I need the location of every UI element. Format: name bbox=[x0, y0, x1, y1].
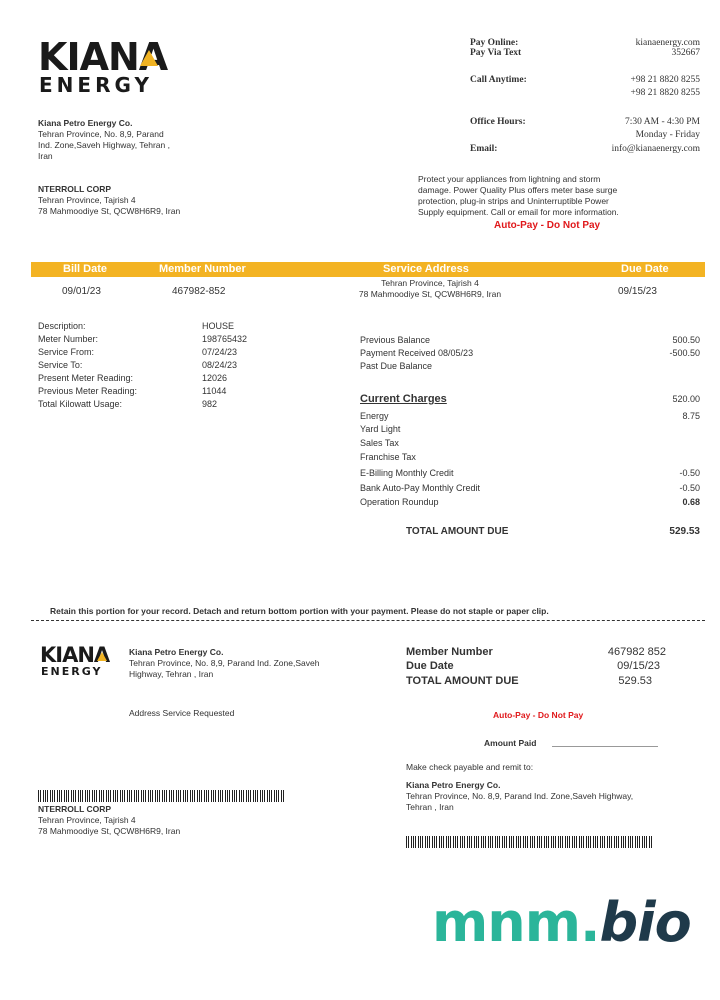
stub-company-addr: Tehran Province, No. 8,9, Parand Ind. Zone,Saveh bbox=[129, 658, 320, 668]
detail-value: 11044 bbox=[202, 386, 227, 396]
charge-label: Bank Auto-Pay Monthly Credit bbox=[360, 483, 481, 493]
charge-value: 0.68 bbox=[682, 497, 700, 507]
balance-value: 500.50 bbox=[672, 335, 700, 345]
amount-paid-label: Amount Paid bbox=[484, 738, 537, 748]
detail-label: Total Kilowatt Usage: bbox=[38, 399, 123, 409]
call-label: Call Anytime: bbox=[470, 75, 527, 85]
customer-name: NTERROLL CORP bbox=[38, 184, 112, 194]
remit-address bbox=[406, 780, 706, 813]
watermark bbox=[432, 891, 691, 954]
remit-barcode bbox=[406, 836, 652, 848]
remit-addr-line: Tehran , Iran bbox=[406, 802, 454, 812]
charge-label: Energy bbox=[360, 411, 389, 421]
detail-label: Service To: bbox=[38, 360, 83, 370]
stub-logo-triangle-icon bbox=[97, 652, 107, 661]
watermark-part2: bio bbox=[599, 891, 691, 954]
stub-customer-addr: 78 Mahmoodiye St, QCW8H6R9, Iran bbox=[38, 826, 181, 836]
company-addr-line: Tehran Province, No. 8,9, Parand bbox=[38, 129, 164, 139]
promo-text bbox=[418, 174, 708, 231]
customer-addr-line: 78 Mahmoodiye St, QCW8H6R9, Iran bbox=[38, 206, 181, 216]
bill-date-header: Bill Date bbox=[63, 263, 108, 275]
company-name: Kiana Petro Energy Co. bbox=[38, 118, 133, 128]
logo-bottom-text: ENERGY bbox=[39, 73, 153, 97]
balance-label: Payment Received 08/05/23 bbox=[360, 348, 474, 358]
detail-value: 198765432 bbox=[202, 334, 248, 344]
charges-section bbox=[360, 334, 700, 544]
call-value: +98 21 8820 8255 bbox=[630, 88, 700, 98]
office-hours-label: Office Hours: bbox=[470, 117, 526, 127]
amount-paid-field[interactable] bbox=[552, 746, 658, 747]
detail-label: Description: bbox=[38, 321, 86, 331]
office-hours-value: 7:30 AM - 4:30 PM bbox=[625, 117, 700, 127]
email-label: Email: bbox=[470, 144, 498, 154]
company-addr-line: Iran bbox=[38, 151, 53, 161]
customer-addr-line: Tehran Province, Tajrish 4 bbox=[38, 195, 136, 205]
service-addr-line: Tehran Province, Tajrish 4 bbox=[381, 278, 479, 288]
company-logo bbox=[38, 35, 178, 98]
member-number-header: Member Number bbox=[159, 263, 246, 275]
pay-online-link[interactable]: kianaenergy.com bbox=[635, 38, 700, 48]
logo-triangle-icon bbox=[140, 50, 158, 66]
balance-value: -500.50 bbox=[669, 348, 700, 358]
office-days-value: Monday - Friday bbox=[635, 130, 700, 140]
stub-member-value: 467982 852 bbox=[607, 646, 666, 658]
balance-label: Previous Balance bbox=[360, 335, 431, 345]
service-address-header: Service Address bbox=[383, 263, 469, 275]
address-service-requested: Address Service Requested bbox=[129, 708, 235, 718]
charge-label: Yard Light bbox=[360, 424, 401, 434]
detail-label: Meter Number: bbox=[38, 334, 99, 344]
due-date-header: Due Date bbox=[621, 263, 669, 275]
company-addr-line: Ind. Zone,Saveh Highway, Tehran , bbox=[38, 140, 170, 150]
pay-online-label: Pay Online: bbox=[470, 38, 519, 48]
stub-member-label: Member Number bbox=[406, 646, 493, 658]
charge-label: Sales Tax bbox=[360, 438, 399, 448]
balance-label: Past Due Balance bbox=[360, 361, 433, 371]
promo-line: Supply equipment. Call or email for more information. bbox=[418, 207, 619, 217]
promo-line: protection, plug-in strips and Uninterruptible Power bbox=[418, 196, 609, 206]
pay-text-value: 352667 bbox=[671, 48, 700, 58]
summary-header-bar bbox=[31, 262, 705, 277]
detail-value: 07/24/23 bbox=[202, 347, 238, 357]
stub-due-value: 09/15/23 bbox=[617, 660, 660, 672]
detail-value: 08/24/23 bbox=[202, 360, 238, 370]
charge-label: Operation Roundup bbox=[360, 497, 439, 507]
stub-company-addr: Highway, Tehran , Iran bbox=[129, 669, 214, 679]
charge-value: 8.75 bbox=[682, 411, 700, 421]
detach-line bbox=[31, 620, 705, 621]
charge-value: -0.50 bbox=[679, 483, 700, 493]
charge-value: -0.50 bbox=[679, 468, 700, 478]
service-addr-line: 78 Mahmoodiye St, QCW8H6R9, Iran bbox=[358, 289, 502, 299]
remit-addr-line: Tehran Province, No. 8,9, Parand Ind. Zone,Saveh Highway, bbox=[406, 791, 634, 801]
stub-customer-address bbox=[38, 804, 278, 837]
stub-due-label: Due Date bbox=[406, 660, 454, 672]
stub-customer-addr: Tehran Province, Tajrish 4 bbox=[38, 815, 136, 825]
detail-label: Previous Meter Reading: bbox=[38, 386, 138, 396]
stub-company-name: Kiana Petro Energy Co. bbox=[129, 647, 224, 657]
promo-line: damage. Power Quality Plus offers meter base surge bbox=[418, 185, 618, 195]
service-address-value bbox=[320, 278, 540, 300]
stub-autopay-notice: Auto-Pay - Do Not Pay bbox=[493, 710, 584, 720]
call-value: +98 21 8820 8255 bbox=[630, 75, 700, 85]
detail-value: 12026 bbox=[202, 373, 228, 383]
stub-logo-bottom: ENERGY bbox=[41, 665, 103, 678]
detail-value: HOUSE bbox=[202, 321, 235, 331]
detail-value: 982 bbox=[202, 399, 218, 409]
total-amount-label: TOTAL AMOUNT DUE bbox=[406, 526, 509, 537]
stub-total-value: 529.53 bbox=[618, 675, 652, 687]
email-link[interactable]: info@kianaenergy.com bbox=[611, 144, 700, 154]
stub-company-address bbox=[129, 647, 389, 680]
current-charges-value: 520.00 bbox=[672, 394, 700, 404]
customer-barcode bbox=[38, 790, 284, 802]
due-date-value: 09/15/23 bbox=[618, 286, 657, 297]
autopay-notice: Auto-Pay - Do Not Pay bbox=[494, 220, 601, 231]
remit-name: Kiana Petro Energy Co. bbox=[406, 780, 501, 790]
stub-total-label: TOTAL AMOUNT DUE bbox=[406, 675, 519, 687]
bill-date-value: 09/01/23 bbox=[62, 286, 101, 297]
customer-address bbox=[38, 184, 258, 217]
total-amount-value: 529.53 bbox=[669, 526, 700, 537]
watermark-part1: mnm. bbox=[432, 891, 600, 954]
retain-note: Retain this portion for your record. Detach and return bottom portion with your payment. Please do not staple or paper clip. bbox=[50, 606, 549, 616]
promo-line: Protect your appliances from lightning and storm bbox=[418, 174, 601, 184]
company-address bbox=[38, 118, 238, 162]
stub-customer-name: NTERROLL CORP bbox=[38, 804, 112, 814]
pay-text-label: Pay Via Text bbox=[470, 48, 522, 58]
current-charges-title: Current Charges bbox=[360, 393, 447, 405]
member-number-value: 467982-852 bbox=[172, 286, 226, 297]
charge-label: Franchise Tax bbox=[360, 452, 416, 462]
make-check-note: Make check payable and remit to: bbox=[406, 762, 534, 772]
stub-logo bbox=[40, 645, 120, 681]
detail-label: Service From: bbox=[38, 347, 95, 357]
detail-label: Present Meter Reading: bbox=[38, 373, 134, 383]
logo-top-text: KIANA bbox=[38, 35, 168, 79]
stub-summary bbox=[406, 646, 666, 696]
charge-label: E-Billing Monthly Credit bbox=[360, 468, 454, 478]
stub-logo-top: KIANA bbox=[40, 643, 110, 667]
